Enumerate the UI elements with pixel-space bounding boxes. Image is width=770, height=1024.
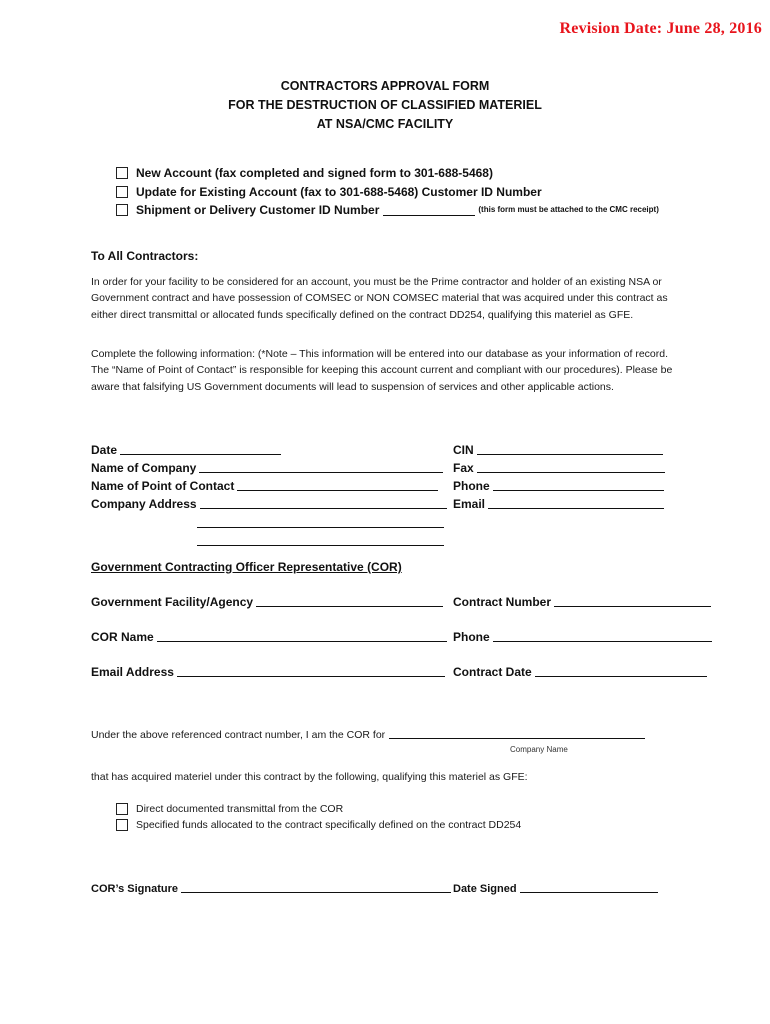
cor-name-input-line[interactable] xyxy=(157,641,447,642)
fax-field[interactable] xyxy=(453,460,665,475)
cor-phone-input-line[interactable] xyxy=(493,641,712,642)
contract-number-label: Contract Number xyxy=(453,595,552,609)
cin-label: CIN xyxy=(453,443,474,457)
customer-id-field[interactable] xyxy=(383,203,475,216)
contract-number-field[interactable] xyxy=(453,594,711,609)
company-address-line-3[interactable] xyxy=(197,545,444,546)
cor-name-label: COR Name xyxy=(91,630,154,644)
specified-funds-checkbox[interactable] xyxy=(116,819,128,831)
government-facility-input-line[interactable] xyxy=(256,606,443,607)
government-facility-field[interactable] xyxy=(91,594,443,609)
option-new-account[interactable] xyxy=(116,164,493,181)
gfe-statement: that has acquired materiel under this contract by the following, qualifying this materiel as GFE: xyxy=(91,771,528,783)
option-update-account[interactable] xyxy=(116,183,542,200)
to-all-contractors-heading: To All Contractors: xyxy=(91,249,199,263)
cor-statement xyxy=(91,729,645,741)
specified-funds-label: Specified funds allocated to the contract specifically defined on the contract DD254 xyxy=(136,818,522,831)
government-facility-label: Government Facility/Agency xyxy=(91,595,254,609)
phone-input-line[interactable] xyxy=(493,490,664,491)
date-signed-input-line[interactable] xyxy=(520,892,658,893)
cor-phone-field[interactable] xyxy=(453,629,712,644)
shipment-delivery-label: Shipment or Delivery Customer ID Number xyxy=(136,202,380,217)
date-field[interactable] xyxy=(91,442,281,457)
fax-input-line[interactable] xyxy=(477,472,665,473)
cor-name-field[interactable] xyxy=(91,629,447,644)
title-line-2: FOR THE DESTRUCTION OF CLASSIFIED MATERIEL xyxy=(228,98,542,112)
contract-number-input-line[interactable] xyxy=(554,606,711,607)
intro-paragraph: In order for your facility to be considered for an account, you must be the Prime contractor and holder of an existing NSA or Government contract and have possession of COMSEC or NON COMSEC material that was acquired under this contract as either direct transmittal or allocated funds specifically defined on the contract DD254, qualifying this materiel as GFE. xyxy=(91,276,668,321)
point-of-contact-label: Name of Point of Contact xyxy=(91,479,235,493)
phone-field[interactable] xyxy=(453,478,664,493)
company-address-line-2[interactable] xyxy=(197,527,444,528)
gfe-option-direct-transmittal[interactable] xyxy=(116,801,343,816)
date-signed-field[interactable] xyxy=(453,880,658,895)
date-signed-label: Date Signed xyxy=(453,883,517,895)
company-address-label: Company Address xyxy=(91,497,197,511)
contract-date-input-line[interactable] xyxy=(535,676,707,677)
direct-transmittal-checkbox[interactable] xyxy=(116,803,128,815)
cin-input-line[interactable] xyxy=(477,454,663,455)
update-account-label: Update for Existing Account (fax to 301-688-5468) Customer ID Number xyxy=(136,184,542,199)
company-name-label: Name of Company xyxy=(91,461,197,475)
point-of-contact-field[interactable] xyxy=(91,478,438,493)
option-shipment-delivery[interactable] xyxy=(116,201,659,218)
date-input-line[interactable] xyxy=(120,454,281,455)
company-address-input-line[interactable] xyxy=(200,508,447,509)
update-account-checkbox[interactable] xyxy=(116,186,128,198)
revision-date: Revision Date: June 28, 2016 xyxy=(559,20,762,37)
point-of-contact-input-line[interactable] xyxy=(237,490,438,491)
statement-company-name-line[interactable] xyxy=(389,738,645,739)
contract-date-label: Contract Date xyxy=(453,665,532,679)
instructions-paragraph: Complete the following information: (*Note – This information will be entered into our database as your information of record. The “Name of Point of Contact” is responsible for keeping this account current and compliant with our procedures). Please be aware that falsifying US Government documents will lead to suspension of services and other applicable actions. xyxy=(91,348,673,393)
company-name-input-line[interactable] xyxy=(199,472,443,473)
email-input-line[interactable] xyxy=(488,508,664,509)
contract-date-field[interactable] xyxy=(453,664,707,679)
cor-signature-field[interactable] xyxy=(91,880,451,895)
new-account-checkbox[interactable] xyxy=(116,167,128,179)
email-label: Email xyxy=(453,497,486,511)
gfe-option-specified-funds[interactable] xyxy=(116,817,521,832)
new-account-label: New Account (fax completed and signed form to 301-688-5468) xyxy=(136,165,493,180)
title-line-1: CONTRACTORS APPROVAL FORM xyxy=(280,79,490,93)
cor-signature-input-line[interactable] xyxy=(181,892,451,893)
company-name-field[interactable] xyxy=(91,460,443,475)
cor-statement-text: Under the above referenced contract number, I am the COR for xyxy=(91,729,386,741)
cin-field[interactable] xyxy=(453,442,663,457)
company-name-caption: Company Name xyxy=(510,745,568,754)
form-title xyxy=(0,77,770,134)
cor-email-field[interactable] xyxy=(91,664,445,679)
cor-signature-label: COR’s Signature xyxy=(91,883,178,895)
cor-heading: Government Contracting Officer Representative (COR) xyxy=(91,560,402,574)
phone-label: Phone xyxy=(453,479,490,493)
cor-phone-label: Phone xyxy=(453,630,490,644)
shipment-delivery-checkbox[interactable] xyxy=(116,204,128,216)
cor-email-label: Email Address xyxy=(91,665,174,679)
direct-transmittal-label: Direct documented transmittal from the COR xyxy=(136,802,344,815)
title-line-3: AT NSA/CMC FACILITY xyxy=(316,117,454,131)
date-label: Date xyxy=(91,443,118,457)
company-address-field[interactable] xyxy=(91,496,447,511)
cor-email-input-line[interactable] xyxy=(177,676,445,677)
shipment-note: (this form must be attached to the CMC receipt) xyxy=(478,205,659,214)
fax-label: Fax xyxy=(453,461,474,475)
email-field[interactable] xyxy=(453,496,664,511)
